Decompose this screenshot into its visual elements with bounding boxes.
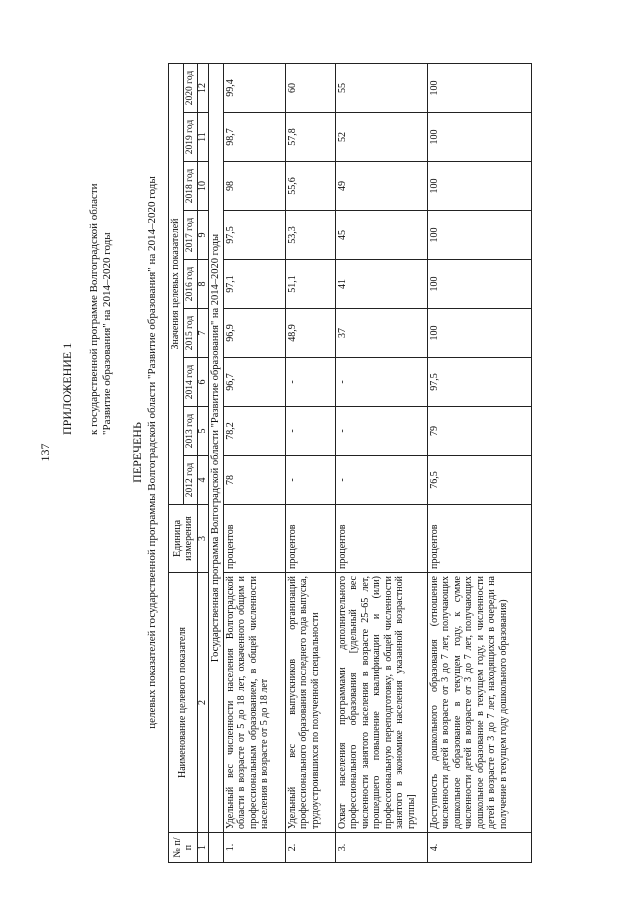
- indicator-name: Удельный вес выпускников организаций профессионального образования последнего года выпуска, трудоустроившихся по полученной специальности: [285, 573, 335, 833]
- appendix-subtitle-line1: к государственной программе Волгоградской области: [88, 183, 100, 435]
- row-number: 1.: [223, 833, 285, 863]
- value-cell: -: [285, 456, 335, 505]
- index-cell: 8: [198, 260, 209, 309]
- value-cell: -: [335, 456, 427, 505]
- index-cell: 12: [198, 64, 209, 113]
- value-cell: 97,5: [223, 211, 285, 260]
- indicators-table: [168, 63, 620, 863]
- appendix-subtitle-line2: "Развитие образования" на 2014–2020 годы: [101, 232, 113, 435]
- header-year: 2013 год: [183, 407, 198, 456]
- header-year: 2020 год: [183, 64, 198, 113]
- value-cell: 78,2: [223, 407, 285, 456]
- index-cell: 10: [198, 162, 209, 211]
- value-cell: 52: [335, 113, 427, 162]
- value-cell: 100: [427, 309, 531, 358]
- header-year: 2015 год: [183, 309, 198, 358]
- row-number: 3.: [335, 833, 427, 863]
- document-title: ПЕРЕЧЕНЬ: [130, 422, 144, 483]
- header-unit: Единица измерения: [169, 505, 198, 573]
- value-cell: 96,7: [223, 358, 285, 407]
- value-cell: 53,3: [285, 211, 335, 260]
- index-cell: 1: [198, 833, 209, 863]
- header-year: 2017 год: [183, 211, 198, 260]
- value-cell: 41: [335, 260, 427, 309]
- header-year: 2018 год: [183, 162, 198, 211]
- indicator-unit: процентов: [223, 505, 285, 573]
- value-cell: 100: [427, 260, 531, 309]
- value-cell: 98: [223, 162, 285, 211]
- row-number: 4.: [427, 833, 531, 863]
- value-cell: 100: [427, 64, 531, 113]
- document-subtitle: целевых показателей государственной программы Волгоградской области "Развитие образования" на 2014–2020 годы: [146, 176, 158, 729]
- index-cell: 2: [198, 573, 209, 833]
- value-cell: 57,8: [285, 113, 335, 162]
- indicator-name: Доступность дошкольного образования (отношение численности детей в возрасте от 3 до 7 лет, получающих дошкольное образование в текущем году, к сумме численности детей в возрасте от 3 до 7 лет, получающих дошкольное образование в текущем году, и численности детей в возрасте от 3 до 7 лет, находящихся в очереди на получение в текущем году дошкольного образования): [427, 573, 531, 833]
- value-cell: 97,5: [427, 358, 531, 407]
- value-cell: -: [335, 358, 427, 407]
- value-cell: 98,7: [223, 113, 285, 162]
- row-number: 2.: [285, 833, 335, 863]
- indicator-unit: процентов: [335, 505, 427, 573]
- table-row: [223, 64, 285, 863]
- value-cell: 55,6: [285, 162, 335, 211]
- index-cell: 6: [198, 358, 209, 407]
- value-cell: 79: [427, 407, 531, 456]
- header-values-group: Значения целевых показателей: [169, 64, 184, 505]
- value-cell: 76,5: [427, 456, 531, 505]
- value-cell: 100: [427, 162, 531, 211]
- value-cell: 99,4: [223, 64, 285, 113]
- value-cell: -: [285, 358, 335, 407]
- header-name: Наименование целевого показателя: [169, 573, 198, 833]
- indicator-name: Охват населения программами дополнительного профессионального образования [удельный вес численности занятого населения в возрасте 25–65 лет, прошедшего повышение квалификации и (или) профессиональную переподготовку, в общей численности занятого в экономике населения указанной возрастной группы]: [335, 573, 427, 833]
- value-cell: 55: [335, 64, 427, 113]
- appendix-subtitle: [88, 55, 114, 435]
- value-cell: 97,1: [223, 260, 285, 309]
- section-spacer: [209, 833, 224, 863]
- value-cell: -: [335, 407, 427, 456]
- table-row: [335, 64, 427, 863]
- value-cell: 100: [427, 113, 531, 162]
- header-year: 2016 год: [183, 260, 198, 309]
- value-cell: 60: [285, 64, 335, 113]
- header-year: 2019 год: [183, 113, 198, 162]
- appendix-title: ПРИЛОЖЕНИЕ 1: [60, 342, 74, 435]
- value-cell: 49: [335, 162, 427, 211]
- header-year: 2014 год: [183, 358, 198, 407]
- index-cell: 9: [198, 211, 209, 260]
- value-cell: 100: [427, 211, 531, 260]
- value-cell: 37: [335, 309, 427, 358]
- index-cell: 3: [198, 505, 209, 573]
- page-number: 137: [38, 443, 52, 462]
- index-cell: 5: [198, 407, 209, 456]
- indicator-unit: процентов: [427, 505, 531, 573]
- value-cell: 78: [223, 456, 285, 505]
- table-row: [427, 64, 531, 863]
- index-cell: 4: [198, 456, 209, 505]
- value-cell: 51,1: [285, 260, 335, 309]
- index-cell: 11: [198, 113, 209, 162]
- index-cell: 7: [198, 309, 209, 358]
- value-cell: 45: [335, 211, 427, 260]
- indicator-unit: процентов: [285, 505, 335, 573]
- value-cell: 96,9: [223, 309, 285, 358]
- section-title: Государственная программа Волгоградской области "Развитие образования" на 2014–2020 годы: [209, 64, 224, 833]
- table-row: [285, 64, 335, 863]
- value-cell: -: [285, 407, 335, 456]
- header-year: 2012 год: [183, 456, 198, 505]
- header-no: № п/п: [169, 833, 198, 863]
- value-cell: 48,9: [285, 309, 335, 358]
- indicator-name: Удельный вес численности населения Волгоградской области в возрасте от 5 до 18 лет, охваченного общим и профессиональным образованием, в общей численности населения в возрасте от 5 до 18 лет: [223, 573, 285, 833]
